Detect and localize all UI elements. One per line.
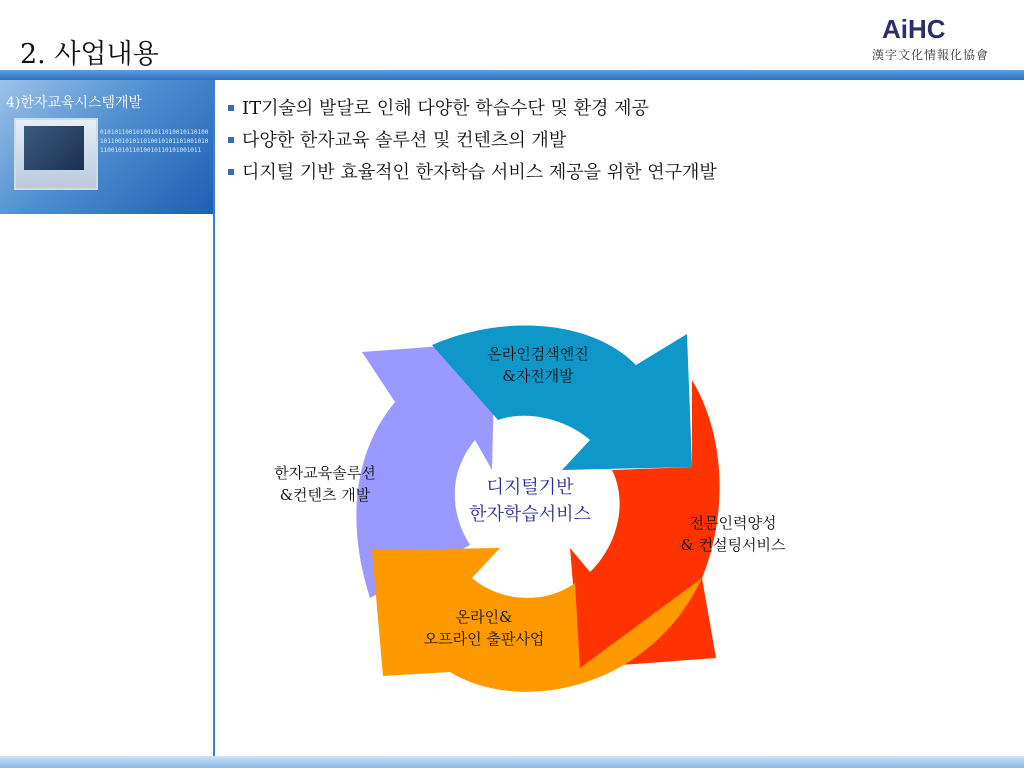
segment-label-right <box>658 512 808 556</box>
bullet-item: 다양한 한자교육 솔루션 및 컨텐츠의 개발 <box>226 125 717 157</box>
bullet-item: IT기술의 발달로 인해 다양한 학습수단 및 환경 제공 <box>226 93 717 125</box>
bullet-item: 디지털 기반 효율적인 한자학습 서비스 제공을 위한 연구개발 <box>226 157 717 189</box>
center-label-line1: 디지털기반 <box>486 477 574 498</box>
segment-label-right-line1: 전문인력양성 <box>689 514 777 532</box>
page-title: 2. 사업내용 <box>20 39 159 70</box>
logo-mark-text: AiHC <box>882 14 946 44</box>
segment-label-bottom-line2: 오프라인 출판사업 <box>423 630 545 648</box>
segment-label-top <box>478 343 598 387</box>
segment-label-top-line1: 온라인검색엔진 <box>487 345 589 363</box>
logo-subtitle: 漢字文化情報化協會 <box>872 48 990 62</box>
segment-label-right-line2: & 컨설팅서비스 <box>680 536 786 554</box>
segment-label-left-line2: &컨텐츠 개발 <box>279 486 371 504</box>
sidebar-section-label: 4)한자교육시스템개발 <box>6 95 143 111</box>
center-label-line2: 한자학습서비스 <box>469 504 591 525</box>
segment-label-bottom <box>404 606 564 650</box>
footer-bar <box>0 756 1024 768</box>
segment-label-top-line2: &자전개발 <box>502 367 574 385</box>
binary-decoration: 0101011001010010110100101101001011001010110100101011010010101100101011010010110101001011 <box>100 129 209 154</box>
segment-label-bottom-line1: 온라인& <box>455 608 513 626</box>
segment-label-left <box>255 462 395 506</box>
segment-label-left-line1: 한자교육솔루션 <box>274 464 376 482</box>
center-label <box>440 474 620 528</box>
